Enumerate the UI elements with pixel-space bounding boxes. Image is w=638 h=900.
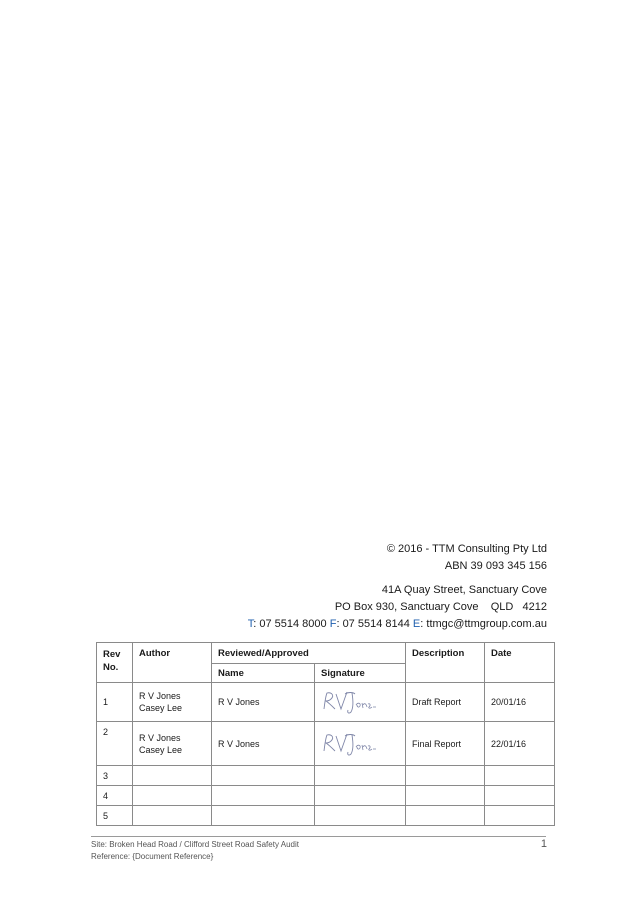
fax-label: F (329, 618, 337, 630)
signature-image (321, 689, 381, 715)
revision-table (96, 642, 555, 826)
reviewer-name-cell: R V Jones (212, 722, 315, 766)
reviewer-name-cell: R V Jones (212, 683, 315, 722)
signature-header: Signature (315, 664, 406, 683)
empty-cell (133, 766, 212, 786)
signature-cell (315, 683, 406, 722)
signature-image (321, 731, 381, 757)
footer-reference: Reference: {Document Reference} (91, 852, 214, 861)
table-row (97, 806, 555, 826)
empty-cell (212, 766, 315, 786)
author-name: R V Jones (139, 732, 181, 743)
author-header: Author (133, 643, 212, 683)
empty-cell (485, 766, 555, 786)
author-cell (133, 683, 212, 722)
name-header: Name (212, 664, 315, 683)
page-number: 1 (540, 838, 547, 850)
address-block (248, 582, 547, 633)
footer-site: Site: Broken Head Road / Clifford Street Road Safety Audit (91, 840, 299, 849)
phone-label: T (247, 618, 254, 630)
copyright-block (387, 541, 547, 575)
author-name: R V Jones (139, 691, 181, 701)
empty-cell (406, 766, 485, 786)
author-name: Casey Lee (139, 744, 183, 755)
email-label: E (412, 618, 421, 630)
empty-cell (133, 786, 212, 806)
footer-divider (91, 836, 546, 837)
signature-cell (315, 722, 406, 766)
street-line: 41A Quay Street, Sanctuary Cove (381, 584, 547, 596)
rev-cell: 3 (97, 766, 133, 786)
empty-cell (406, 806, 485, 826)
po-box-line: PO Box 930, Sanctuary Cove QLD 4212 (334, 601, 547, 613)
table-row (97, 766, 555, 786)
empty-cell (212, 786, 315, 806)
fax-number: 07 5514 8144 (342, 618, 410, 630)
rev-cell: 5 (97, 806, 133, 826)
email-address: ttmgc@ttmgroup.com.au (426, 618, 547, 630)
description-cell: Final Report (406, 722, 485, 766)
empty-cell (212, 806, 315, 826)
author-cell (133, 722, 212, 766)
date-header: Date (485, 643, 555, 683)
rev-cell: 1 (97, 683, 133, 722)
reviewed-approved-header: Reviewed/Approved (212, 643, 406, 664)
abn-line: ABN 39 093 345 156 (444, 560, 547, 572)
table-row (97, 683, 555, 722)
date-cell: 22/01/16 (485, 722, 555, 766)
date-cell: 20/01/16 (485, 683, 555, 722)
table-header-row (97, 643, 555, 664)
empty-cell (485, 786, 555, 806)
table-row (97, 786, 555, 806)
empty-cell (406, 786, 485, 806)
rev-cell: 4 (97, 786, 133, 806)
contact-line: T: 07 5514 8000 F: 07 5514 8144 E: ttmgc@ttmgroup.com.au (247, 618, 547, 630)
copyright-line: © 2016 - TTM Consulting Pty Ltd (386, 543, 547, 555)
author-name: Casey Lee (139, 703, 183, 713)
empty-cell (315, 806, 406, 826)
empty-cell (315, 766, 406, 786)
empty-cell (315, 786, 406, 806)
description-cell: Draft Report (406, 683, 485, 722)
empty-cell (133, 806, 212, 826)
phone-number: 07 5514 8000 (259, 618, 327, 630)
rev-cell: 2 (97, 722, 133, 766)
description-header: Description (406, 643, 485, 683)
empty-cell (485, 806, 555, 826)
table-row (97, 722, 555, 766)
rev-no-header: Rev No. (97, 643, 133, 683)
